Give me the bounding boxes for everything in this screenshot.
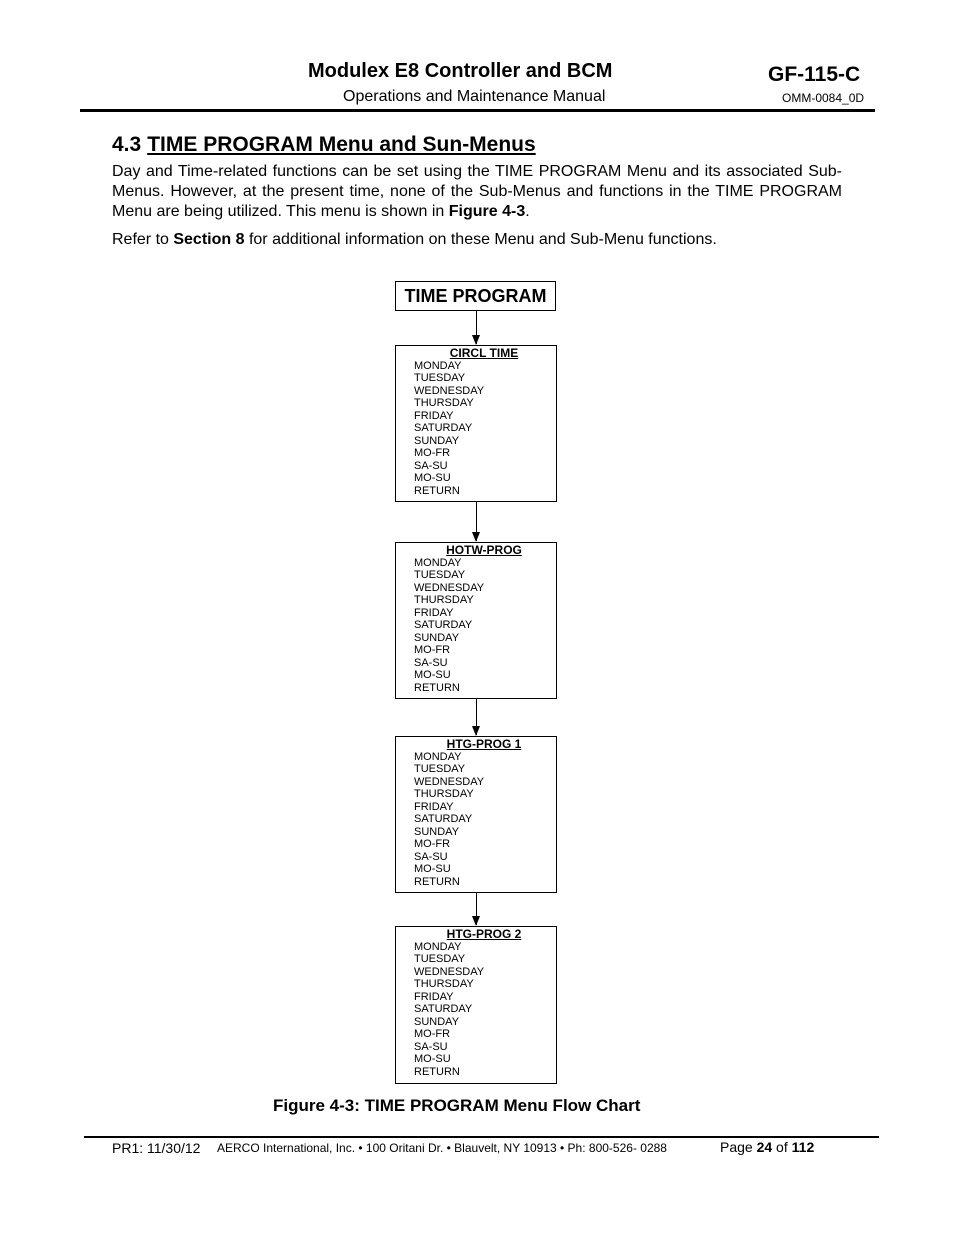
submenu-item: RETURN xyxy=(414,681,460,694)
section-heading xyxy=(112,133,536,157)
paragraph-reference-pre: Refer to xyxy=(112,231,174,248)
flow-arrow xyxy=(476,502,477,541)
section-number: 4.3 xyxy=(112,133,142,156)
submenu-item: MO-SU xyxy=(414,669,451,682)
submenu-item: SATURDAY xyxy=(414,422,473,435)
header-rule xyxy=(80,109,875,112)
flow-arrow xyxy=(476,893,477,925)
document-number: OMM-0084_0D xyxy=(782,91,865,105)
submenu-item: SUNDAY xyxy=(414,434,460,447)
footer-company: AERCO International, Inc. • 100 Oritani Dr. • Blauvelt, NY 10913 • Ph: 800-526- 0288 xyxy=(217,1141,667,1155)
submenu-title: HTG-PROG 2 xyxy=(446,927,522,941)
submenu-item: MONDAY xyxy=(414,360,462,372)
submenu-item: SA-SU xyxy=(414,1040,448,1053)
page-prefix: Page xyxy=(720,1139,757,1155)
submenu-item: RETURN xyxy=(414,875,460,888)
submenu-box-circl-time xyxy=(395,345,557,502)
submenu-item: MO-SU xyxy=(414,863,451,876)
submenu-item: WEDNESDAY xyxy=(414,775,485,788)
document-subtitle: Operations and Maintenance Manual xyxy=(343,88,606,105)
section-title: TIME PROGRAM Menu and Sun-Menus xyxy=(147,133,536,156)
page-total: 112 xyxy=(791,1139,815,1155)
submenu-item: SUNDAY xyxy=(414,1015,460,1028)
document-title: Modulex E8 Controller and BCM xyxy=(308,60,613,82)
page-mid: of xyxy=(772,1139,792,1155)
submenu-item: SATURDAY xyxy=(414,813,473,826)
page-current: 24 xyxy=(756,1139,773,1155)
flow-arrow xyxy=(476,699,477,735)
submenu-box-htg-prog-2 xyxy=(395,926,557,1084)
submenu-item: SUNDAY xyxy=(414,825,460,838)
figure-reference: Figure 4-3 xyxy=(448,203,526,220)
submenu-title: CIRCL TIME xyxy=(449,346,519,360)
submenu-item: THURSDAY xyxy=(414,594,474,607)
submenu-item: SUNDAY xyxy=(414,631,460,644)
paragraph-reference xyxy=(112,230,842,250)
submenu-title: HTG-PROG 1 xyxy=(446,737,522,751)
paragraph-intro xyxy=(112,162,842,222)
submenu-item: FRIDAY xyxy=(414,990,454,1003)
submenu-item: WEDNESDAY xyxy=(414,581,485,594)
submenu-item: FRIDAY xyxy=(414,800,454,813)
submenu-item: SATURDAY xyxy=(414,1003,473,1016)
paragraph-intro-end: . xyxy=(525,203,530,220)
submenu-item: MONDAY xyxy=(414,751,462,763)
submenu-item: TUESDAY xyxy=(414,953,466,966)
submenu-item: MONDAY xyxy=(414,557,462,569)
submenu-item: MO-SU xyxy=(414,1053,451,1066)
submenu-box-hotw-prog xyxy=(395,542,557,699)
paragraph-reference-post: for additional information on these Menu and Sub-Menu functions. xyxy=(244,231,717,248)
footer-rule xyxy=(84,1136,879,1138)
section-reference: Section 8 xyxy=(173,231,245,248)
footer-page-number xyxy=(720,1139,814,1155)
submenu-item: MO-FR xyxy=(414,838,451,851)
figure-caption: Figure 4-3: TIME PROGRAM Menu Flow Chart xyxy=(273,1096,641,1115)
submenu-item: TUESDAY xyxy=(414,372,466,385)
submenu-item: THURSDAY xyxy=(414,978,474,991)
submenu-item: MO-FR xyxy=(414,1028,451,1041)
submenu-item: MO-SU xyxy=(414,472,451,485)
submenu-item: SA-SU xyxy=(414,850,448,863)
submenu-item: THURSDAY xyxy=(414,397,474,410)
submenu-item: WEDNESDAY xyxy=(414,384,485,397)
submenu-item: RETURN xyxy=(414,1065,460,1078)
submenu-item: MO-FR xyxy=(414,447,451,460)
submenu-item: MO-FR xyxy=(414,644,451,657)
submenu-item: TUESDAY xyxy=(414,763,466,776)
paragraph-intro-text: Day and Time-related functions can be set using the TIME PROGRAM Menu and its associated Sub-Menus. However, at the present time, none of the Sub-Menus and functions in the TIME PROGRAM Menu are being utilized. This menu is shown in xyxy=(112,163,842,220)
submenu-item: FRIDAY xyxy=(414,409,454,422)
submenu-item: SA-SU xyxy=(414,656,448,669)
footer-revision: PR1: 11/30/12 xyxy=(112,1140,201,1156)
time-program-box: TIME PROGRAM xyxy=(395,281,556,311)
submenu-item: SATURDAY xyxy=(414,619,473,632)
submenu-item: MONDAY xyxy=(414,941,462,953)
submenu-box-htg-prog-1 xyxy=(395,736,557,893)
flow-arrow xyxy=(476,311,477,344)
submenu-item: TUESDAY xyxy=(414,569,466,582)
document-code: GF-115-C xyxy=(768,63,861,86)
submenu-item: WEDNESDAY xyxy=(414,965,485,978)
submenu-item: FRIDAY xyxy=(414,606,454,619)
submenu-item: THURSDAY xyxy=(414,788,474,801)
submenu-item: SA-SU xyxy=(414,459,448,472)
submenu-title: HOTW-PROG xyxy=(446,543,522,557)
submenu-item: RETURN xyxy=(414,484,460,497)
